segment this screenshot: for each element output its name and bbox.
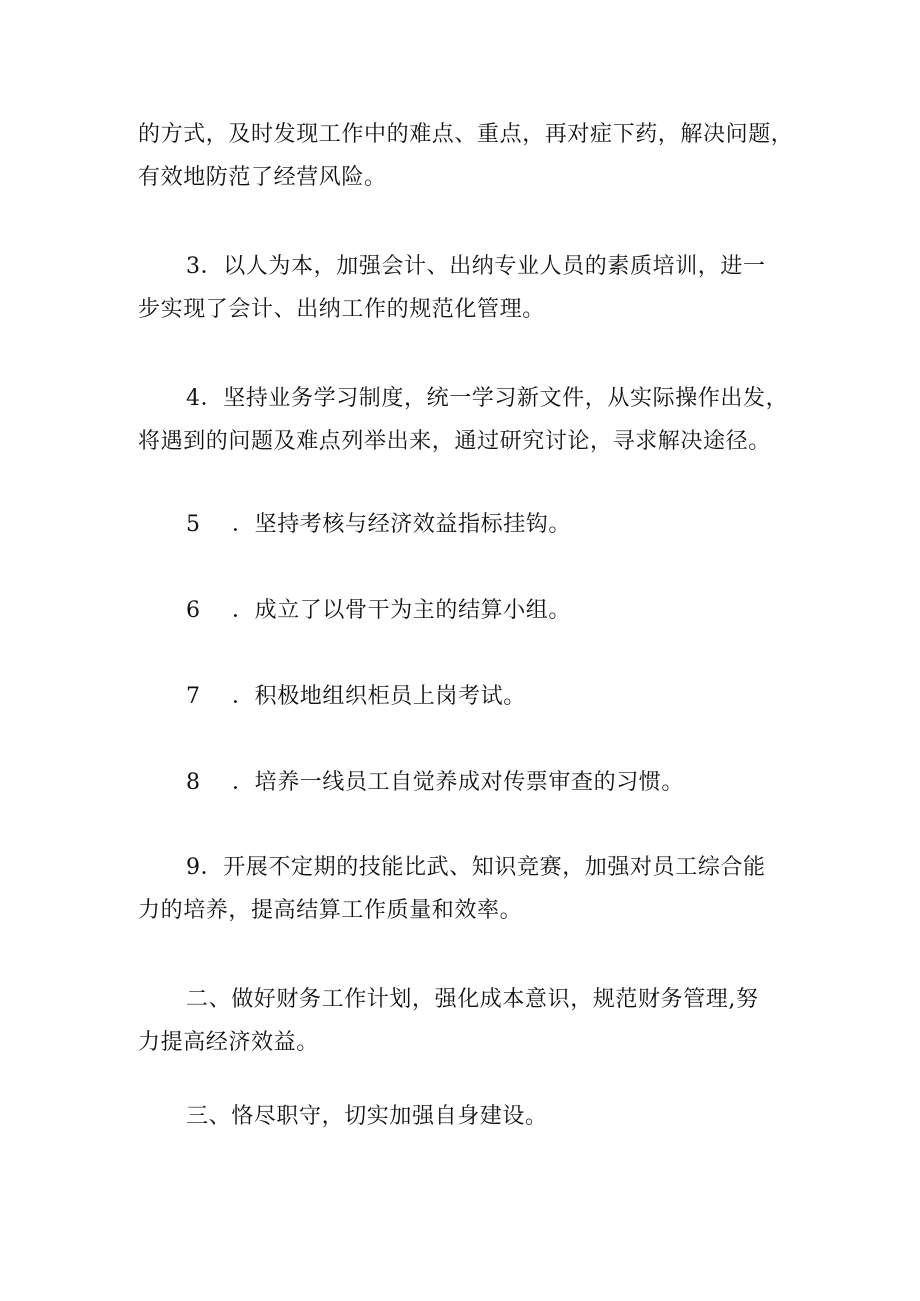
item9-line2: 力的培养，提高结算工作质量和效率。 bbox=[138, 898, 523, 923]
item6-number: 6 bbox=[186, 598, 200, 623]
para1-line1: 的方式，及时发现工作中的难点、重点，再对症下药，解决问题， bbox=[138, 122, 794, 147]
item3-line2: 步实现了会计、出纳工作的规范化管理。 bbox=[138, 297, 545, 322]
item5-number: 5 bbox=[186, 512, 200, 537]
item6-text: ．成立了以骨干为主的结算小组。 bbox=[232, 598, 572, 623]
section2-line2: 力提高经济效益。 bbox=[138, 1030, 319, 1055]
item5-text: ．坚持考核与经济效益指标挂钩。 bbox=[232, 512, 572, 537]
item7-number: 7 bbox=[186, 684, 200, 709]
item7-text: ．积极地组织柜员上岗考试。 bbox=[232, 684, 526, 709]
para1-line2: 有效地防范了经营风险。 bbox=[138, 165, 387, 190]
item8-number: 8 bbox=[186, 770, 200, 795]
item4-line1: 4．坚持业务学习制度，统一学习新文件，从实际操作出发， bbox=[186, 386, 789, 411]
item8-text: ．培养一线员工自觉养成对传票审查的习惯。 bbox=[232, 770, 685, 795]
section2-line1: 二、做好财务工作计划，强化成本意识，规范财务管理,努 bbox=[186, 987, 759, 1012]
item3-line1: 3．以人为本，加强会计、出纳专业人员的素质培训，进一 bbox=[186, 254, 766, 279]
item4-line2: 将遇到的问题及难点列举出来，通过研究讨论，寻求解决途径。 bbox=[138, 429, 771, 454]
section3-heading: 三、恪尽职守，切实加强自身建设。 bbox=[186, 1104, 548, 1129]
item9-line1: 9．开展不定期的技能比武、知识竞赛，加强对员工综合能 bbox=[186, 855, 766, 880]
